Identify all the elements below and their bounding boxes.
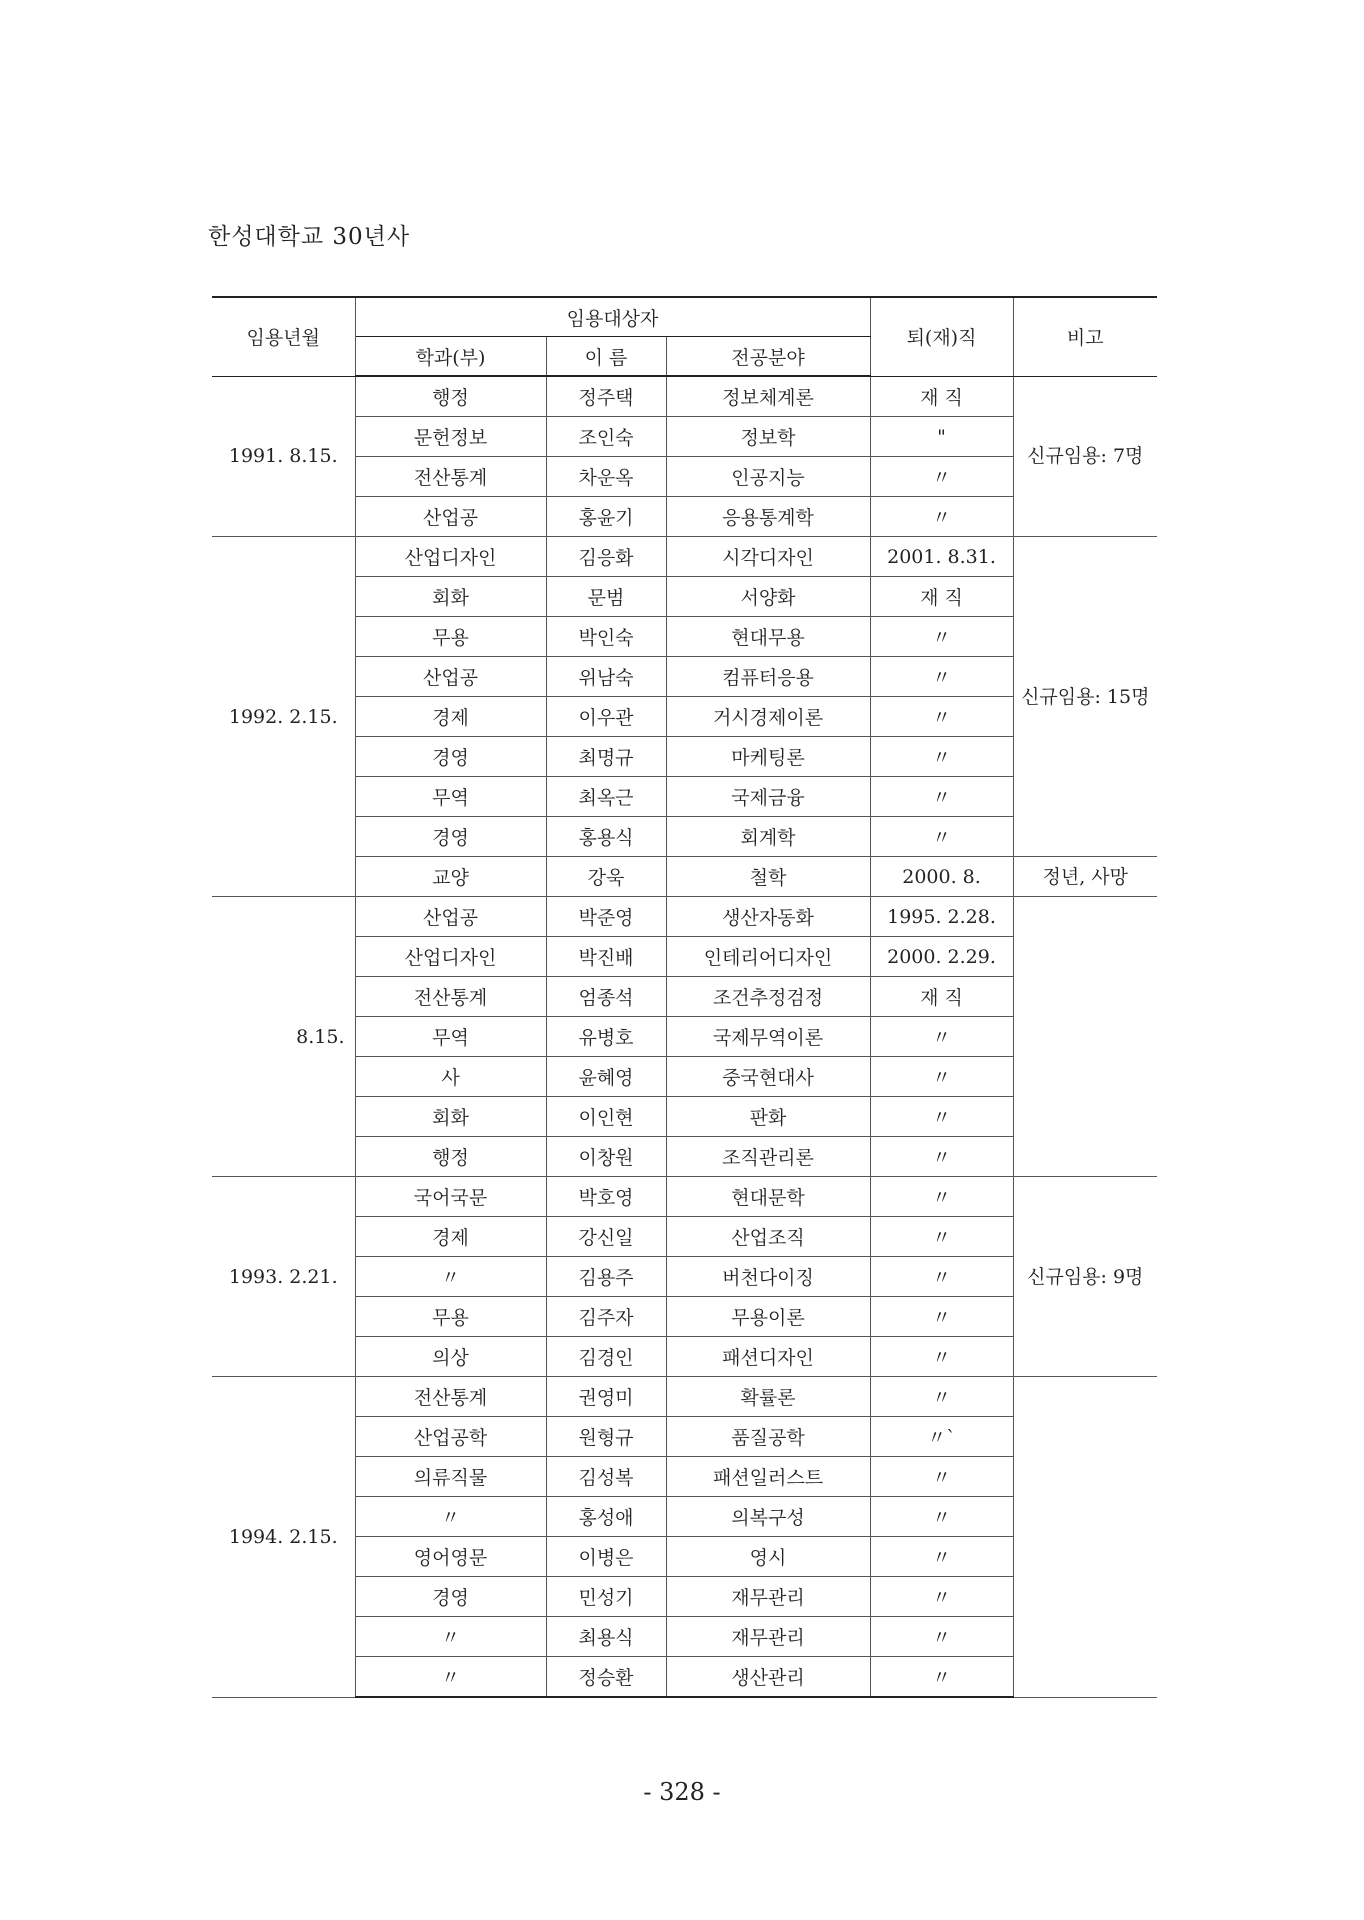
name-cell: 강욱	[546, 857, 666, 897]
field-cell: 응용통계학	[666, 497, 870, 537]
header-name: 이 름	[546, 337, 666, 377]
name-cell: 이우관	[546, 697, 666, 737]
name-cell: 최옥근	[546, 777, 666, 817]
remark-cell: 신규임용: 15명	[1013, 537, 1157, 857]
status-cell: 1995. 2.28.	[870, 897, 1013, 937]
status-cell: 〃	[870, 1577, 1013, 1617]
header-dept: 학과(부)	[355, 337, 546, 377]
field-cell: 버천다이징	[666, 1257, 870, 1297]
date-cell: 1993. 2.21.	[212, 1177, 355, 1377]
status-cell: 〃	[870, 1097, 1013, 1137]
dept-cell: 〃	[355, 1617, 546, 1657]
field-cell: 중국현대사	[666, 1057, 870, 1097]
status-cell: 2000. 2.29.	[870, 937, 1013, 977]
status-cell: "	[870, 417, 1013, 457]
name-cell: 김응화	[546, 537, 666, 577]
name-cell: 김경인	[546, 1337, 666, 1377]
name-cell: 김용주	[546, 1257, 666, 1297]
dept-cell: 행정	[355, 376, 546, 417]
header-status: 퇴(재)직	[870, 297, 1013, 376]
status-cell: 〃	[870, 1537, 1013, 1577]
dept-cell: 교양	[355, 857, 546, 897]
dept-cell: 산업공학	[355, 1417, 546, 1457]
page-number: - 328 -	[643, 1778, 721, 1806]
name-cell: 홍용식	[546, 817, 666, 857]
name-cell: 최명규	[546, 737, 666, 777]
dept-cell: 전산통계	[355, 457, 546, 497]
status-cell: 〃	[870, 697, 1013, 737]
remark-cell	[1013, 1377, 1157, 1698]
status-cell: 〃	[870, 457, 1013, 497]
remark-cell	[1013, 897, 1157, 1177]
dept-cell: 산업공	[355, 497, 546, 537]
dept-cell: 산업디자인	[355, 537, 546, 577]
status-cell: 〃	[870, 1457, 1013, 1497]
status-cell: 재 직	[870, 977, 1013, 1017]
field-cell: 정보체계론	[666, 376, 870, 417]
status-cell: 〃	[870, 617, 1013, 657]
status-cell: 〃	[870, 1377, 1013, 1417]
dept-cell: 회화	[355, 1097, 546, 1137]
field-cell: 조직관리론	[666, 1137, 870, 1177]
status-cell: 〃	[870, 817, 1013, 857]
header-field: 전공분야	[666, 337, 870, 377]
name-cell: 차운옥	[546, 457, 666, 497]
dept-cell: 경영	[355, 1577, 546, 1617]
status-cell: 〃`	[870, 1417, 1013, 1457]
name-cell: 윤혜영	[546, 1057, 666, 1097]
table-row	[212, 376, 1157, 417]
field-cell: 서양화	[666, 577, 870, 617]
name-cell: 홍윤기	[546, 497, 666, 537]
remark-cell: 신규임용: 9명	[1013, 1177, 1157, 1377]
header-appointee: 임용대상자	[355, 297, 870, 337]
table-row	[212, 1177, 1157, 1217]
dept-cell: 〃	[355, 1497, 546, 1537]
remark-cell: 신규임용: 7명	[1013, 376, 1157, 537]
name-cell: 김성복	[546, 1457, 666, 1497]
table-row	[212, 897, 1157, 937]
field-cell: 국제무역이론	[666, 1017, 870, 1057]
name-cell: 박진배	[546, 937, 666, 977]
name-cell: 원형규	[546, 1417, 666, 1457]
dept-cell: 국어국문	[355, 1177, 546, 1217]
status-cell: 〃	[870, 1297, 1013, 1337]
name-cell: 홍성애	[546, 1497, 666, 1537]
field-cell: 산업조직	[666, 1217, 870, 1257]
status-cell: 〃	[870, 737, 1013, 777]
status-cell: 재 직	[870, 376, 1013, 417]
header-remark: 비고	[1013, 297, 1157, 376]
date-cell: 1994. 2.15.	[212, 1377, 355, 1698]
field-cell: 영시	[666, 1537, 870, 1577]
dept-cell: 경제	[355, 697, 546, 737]
name-cell: 민성기	[546, 1577, 666, 1617]
dept-cell: 무용	[355, 617, 546, 657]
dept-cell: 전산통계	[355, 1377, 546, 1417]
field-cell: 확률론	[666, 1377, 870, 1417]
status-cell: 〃	[870, 1657, 1013, 1698]
remark-cell: 정년, 사망	[1013, 857, 1157, 897]
date-cell: 8.15.	[212, 897, 355, 1177]
date-cell: 1991. 8.15.	[212, 376, 355, 537]
dept-cell: 의상	[355, 1337, 546, 1377]
name-cell: 김주자	[546, 1297, 666, 1337]
field-cell: 조건추정검정	[666, 977, 870, 1017]
field-cell: 인공지능	[666, 457, 870, 497]
name-cell: 권영미	[546, 1377, 666, 1417]
status-cell: 〃	[870, 777, 1013, 817]
dept-cell: 무역	[355, 777, 546, 817]
dept-cell: 〃	[355, 1657, 546, 1698]
field-cell: 패션일러스트	[666, 1457, 870, 1497]
header-date: 임용년월	[212, 297, 355, 376]
field-cell: 생산자동화	[666, 897, 870, 937]
field-cell: 품질공학	[666, 1417, 870, 1457]
dept-cell: 경영	[355, 737, 546, 777]
dept-cell: 행정	[355, 1137, 546, 1177]
dept-cell: 회화	[355, 577, 546, 617]
dept-cell: 산업디자인	[355, 937, 546, 977]
field-cell: 마케팅론	[666, 737, 870, 777]
field-cell: 패션디자인	[666, 1337, 870, 1377]
dept-cell: 경제	[355, 1217, 546, 1257]
name-cell: 박인숙	[546, 617, 666, 657]
status-cell: 〃	[870, 657, 1013, 697]
name-cell: 박준영	[546, 897, 666, 937]
field-cell: 국제금융	[666, 777, 870, 817]
dept-cell: 영어영문	[355, 1537, 546, 1577]
field-cell: 정보학	[666, 417, 870, 457]
dept-cell: 산업공	[355, 897, 546, 937]
dept-cell: 무용	[355, 1297, 546, 1337]
status-cell: 〃	[870, 1617, 1013, 1657]
status-cell: 〃	[870, 1497, 1013, 1537]
dept-cell: 사	[355, 1057, 546, 1097]
table-row	[212, 537, 1157, 577]
status-cell: 〃	[870, 1257, 1013, 1297]
field-cell: 거시경제이론	[666, 697, 870, 737]
status-cell: 〃	[870, 1137, 1013, 1177]
date-cell: 1992. 2.15.	[212, 537, 355, 897]
field-cell: 재무관리	[666, 1617, 870, 1657]
dept-cell: 산업공	[355, 657, 546, 697]
dept-cell: 〃	[355, 1257, 546, 1297]
name-cell: 정주택	[546, 376, 666, 417]
status-cell: 〃	[870, 1217, 1013, 1257]
name-cell: 박호영	[546, 1177, 666, 1217]
name-cell: 이창원	[546, 1137, 666, 1177]
name-cell: 엄종석	[546, 977, 666, 1017]
running-head: 한성대학교 30년사	[208, 224, 411, 250]
status-cell: 2000. 8.	[870, 857, 1013, 897]
field-cell: 현대무용	[666, 617, 870, 657]
dept-cell: 전산통계	[355, 977, 546, 1017]
status-cell: 〃	[870, 1177, 1013, 1217]
name-cell: 유병호	[546, 1017, 666, 1057]
field-cell: 철학	[666, 857, 870, 897]
field-cell: 컴퓨터응용	[666, 657, 870, 697]
appointment-table	[212, 296, 1157, 1698]
name-cell: 강신일	[546, 1217, 666, 1257]
status-cell: 〃	[870, 1017, 1013, 1057]
name-cell: 위남숙	[546, 657, 666, 697]
field-cell: 생산관리	[666, 1657, 870, 1698]
name-cell: 조인숙	[546, 417, 666, 457]
name-cell: 최용식	[546, 1617, 666, 1657]
field-cell: 시각디자인	[666, 537, 870, 577]
table-body	[212, 376, 1157, 1697]
name-cell: 문범	[546, 577, 666, 617]
dept-cell: 경영	[355, 817, 546, 857]
dept-cell: 무역	[355, 1017, 546, 1057]
status-cell: 〃	[870, 1337, 1013, 1377]
table-row	[212, 1377, 1157, 1417]
field-cell: 재무관리	[666, 1577, 870, 1617]
status-cell: 〃	[870, 497, 1013, 537]
status-cell: 〃	[870, 1057, 1013, 1097]
field-cell: 인테리어디자인	[666, 937, 870, 977]
name-cell: 이인현	[546, 1097, 666, 1137]
field-cell: 무용이론	[666, 1297, 870, 1337]
status-cell: 재 직	[870, 577, 1013, 617]
field-cell: 회계학	[666, 817, 870, 857]
dept-cell: 의류직물	[355, 1457, 546, 1497]
status-cell: 2001. 8.31.	[870, 537, 1013, 577]
field-cell: 의복구성	[666, 1497, 870, 1537]
field-cell: 현대문학	[666, 1177, 870, 1217]
field-cell: 판화	[666, 1097, 870, 1137]
dept-cell: 문헌정보	[355, 417, 546, 457]
name-cell: 정승환	[546, 1657, 666, 1698]
name-cell: 이병은	[546, 1537, 666, 1577]
